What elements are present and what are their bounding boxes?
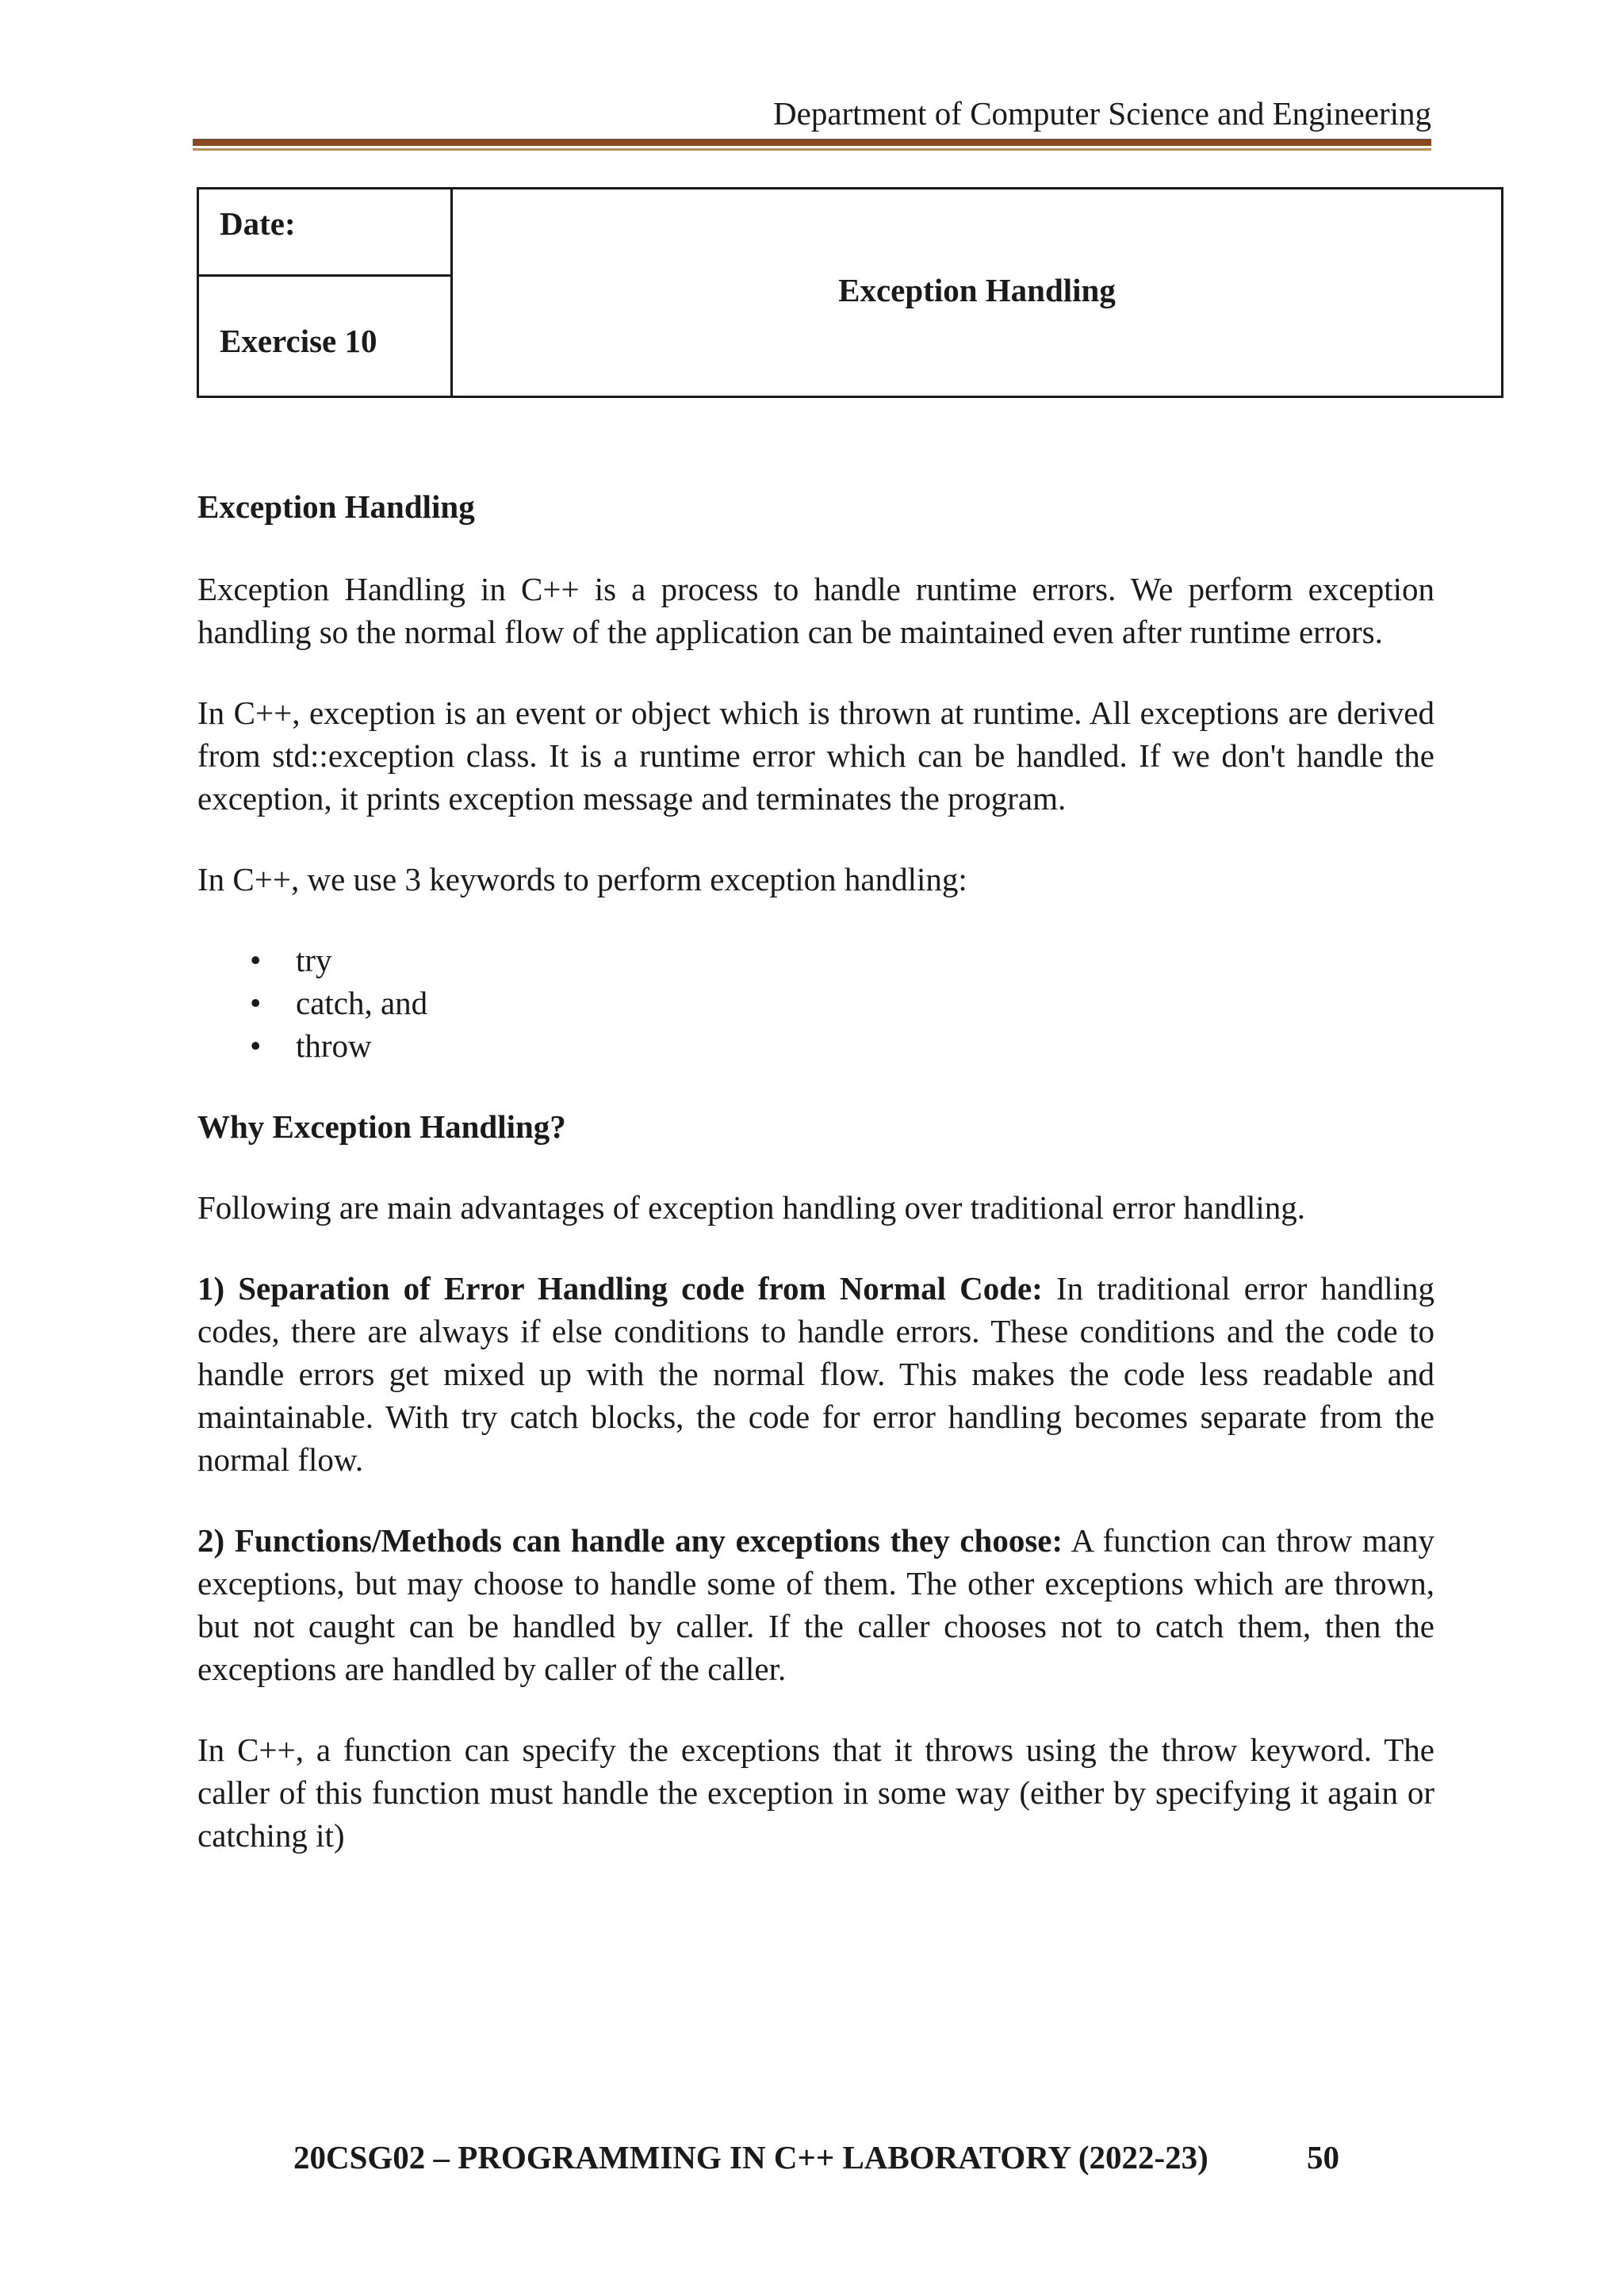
advantages-intro: Following are main advantages of exception handling over traditional error handling. xyxy=(197,1189,1306,1226)
exercise-info-table xyxy=(197,187,1503,398)
list-item: • try xyxy=(250,942,332,978)
why-heading: Why Exception Handling? xyxy=(197,1108,566,1145)
keywords-list xyxy=(197,939,1434,1067)
definition-paragraph: In C++, exception is an event or object which is thrown at runtime. All exceptions are derived from std::exception class. It is a runtime error which can be handled. If we don't handle the exception, it prints exception message and terminates the program. xyxy=(197,695,1434,817)
list-item: • catch, and xyxy=(250,985,428,1021)
document-body xyxy=(197,485,1434,1857)
advantage-1 xyxy=(197,1267,1434,1481)
keyword-throw: throw xyxy=(296,1027,372,1064)
advantage-2 xyxy=(197,1519,1434,1690)
advantage-1-title: 1) Separation of Error Handling code from Normal Code: xyxy=(197,1270,1043,1307)
header-rule xyxy=(193,139,1431,146)
exercise-title: Exception Handling xyxy=(838,272,1116,308)
closing-paragraph: In C++, a function can specify the exceptions that it throws using the throw keyword. The caller of this function must handle the exception in some way (either by specifying it again or catching it) xyxy=(197,1732,1434,1854)
advantage-2-text: A function can throw many exceptions, but may choose to handle some of them. The other exceptions which are thrown, but not caught can be handled by caller. If the caller chooses not to catch them, then the exceptions are handled by caller of the caller. xyxy=(197,1522,1434,1687)
exercise-left-column xyxy=(199,189,453,396)
date-label: Date: xyxy=(220,205,296,242)
keyword-try: try xyxy=(296,942,332,978)
advantage-2-title: 2) Functions/Methods can handle any exceptions they choose: xyxy=(197,1522,1063,1559)
keywords-intro: In C++, we use 3 keywords to perform exception handling: xyxy=(197,861,967,897)
keyword-catch: catch, and xyxy=(296,985,428,1021)
header-rule-accent xyxy=(193,148,1431,151)
intro-paragraph: Exception Handling in C++ is a process to handle runtime errors. We perform exception handling so the normal flow of the application can be maintained even after runtime errors. xyxy=(197,571,1434,650)
page-number: 50 xyxy=(1307,2139,1339,2175)
advantage-1-text: In traditional error handling codes, there are always if else conditions to handle errors. These conditions and the code to handle errors get mixed up with the normal flow. This makes the code less readable and maintainable. With try catch blocks, the code for error handling becomes separate from the normal flow. xyxy=(197,1270,1434,1478)
date-cell xyxy=(199,189,450,277)
department-header: Department of Computer Science and Engineering xyxy=(773,95,1431,132)
section-heading: Exception Handling xyxy=(197,488,475,525)
list-item: • throw xyxy=(250,1027,372,1064)
footer-course: 20CSG02 – PROGRAMMING IN C++ LABORATORY (2022-23) xyxy=(293,2139,1208,2175)
exercise-number: Exercise 10 xyxy=(220,323,377,359)
